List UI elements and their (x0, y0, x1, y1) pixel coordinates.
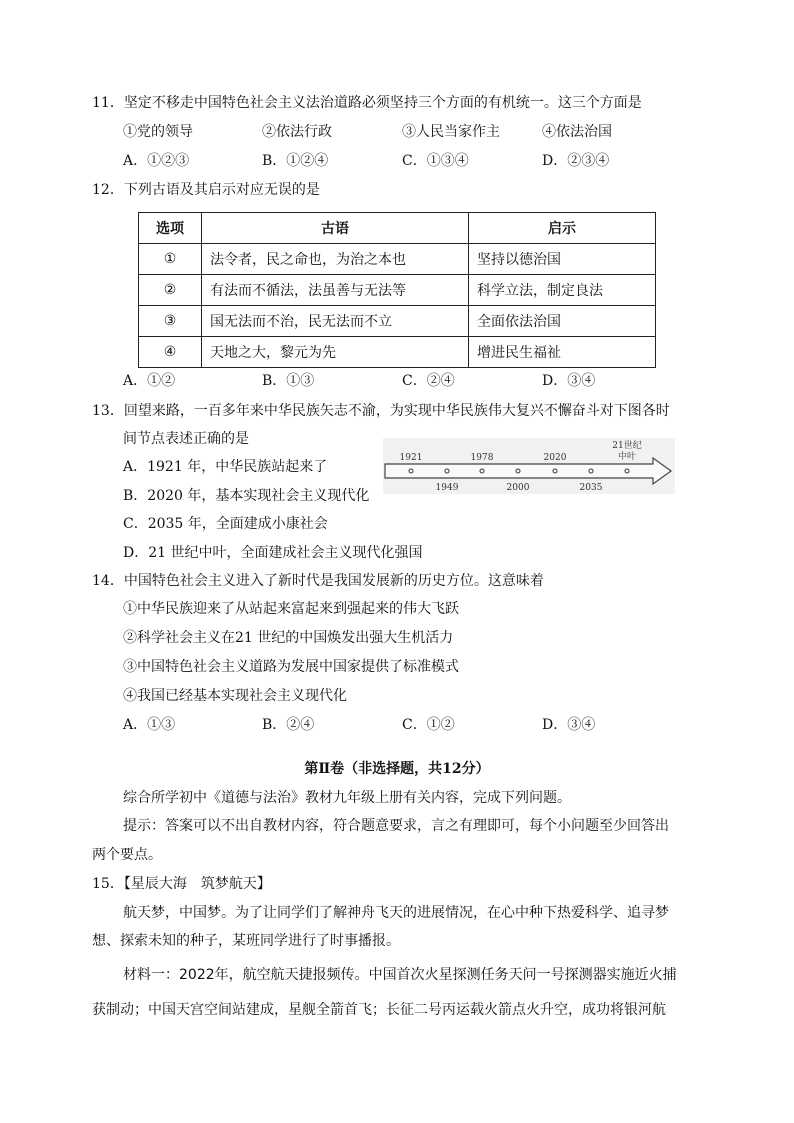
q15-material-line2: 获制动；中国天宫空间站建成，星舰全箭首飞；长征二号丙运载火箭点火升空，成功将银河航 (92, 1002, 666, 1018)
q12-option-d: D．③④ (542, 373, 596, 389)
timeline-label-2035: 2035 (579, 483, 603, 493)
q12-option-b: B．①③ (262, 373, 315, 389)
q11-option-b: B．①②④ (262, 153, 329, 169)
q11-item-3: ③人民当家作主 (402, 124, 500, 140)
table-row (139, 337, 656, 368)
table-cell-option: ① (139, 244, 202, 275)
timeline-label-21c: 21世纪 (612, 441, 642, 451)
section2-tip-line1: 提示：答案可以不出自教材内容，符合题意要求，言之有理即可，每个小问题至少回答出 (123, 818, 669, 834)
section2-intro: 综合所学初中《道德与法治》教材九年级上册有关内容，完成下列问题。 (123, 790, 571, 806)
q14-item-1: ①中华民族迎来了从站起来富起来到强起来的伟大飞跃 (123, 601, 459, 617)
q13-option-b: B．2020 年，基本实现社会主义现代化 (123, 488, 370, 504)
q13-option-c: C．2035 年，全面建成小康社会 (123, 516, 328, 532)
q14-option-c: C．①② (402, 717, 455, 733)
q14-item-2: ②科学社会主义在21 世纪的中国焕发出强大生机活力 (123, 630, 454, 646)
q15-para-line2: 想、探索未知的种子，某班同学进行了时事播报。 (92, 933, 400, 949)
q13-stem-line1: 13．回望来路，一百多年来中华民族矢志不渝，为实现中华民族伟大复兴不懈奋斗对下图各时 (92, 403, 670, 419)
table-header-option: 选项 (139, 213, 202, 244)
table-cell-insight: 科学立法，制定良法 (469, 275, 656, 306)
q14-item-4: ④我国已经基本实现社会主义现代化 (123, 688, 347, 704)
table-cell-insight: 坚持以德治国 (469, 244, 656, 275)
timeline-label-2000: 2000 (506, 483, 530, 493)
timeline-label-1978: 1978 (470, 453, 494, 463)
q11-option-d: D．②③④ (542, 153, 610, 169)
q14-stem: 14．中国特色社会主义进入了新时代是我国发展新的历史方位。这意味着 (92, 573, 544, 589)
table-header-insight: 启示 (469, 213, 656, 244)
table-cell-insight: 全面依法治国 (469, 306, 656, 337)
section2-tip-line2: 两个要点。 (92, 847, 162, 863)
table-cell-option: ④ (139, 337, 202, 368)
q14-option-b: B．②④ (262, 717, 315, 733)
timeline-label-midcentury: 中叶 (617, 452, 637, 462)
table-cell-saying: 有法而不循法，法虽善与无法等 (202, 275, 469, 306)
table-row (139, 275, 656, 306)
table-cell-option: ③ (139, 306, 202, 337)
q12-option-a: A．①② (123, 373, 176, 389)
q14-option-d: D．③④ (542, 717, 596, 733)
section2-title: 第Ⅱ卷（非选择题，共12分） (304, 761, 490, 777)
q13-option-d: D．21 世纪中叶，全面建成社会主义现代化强国 (123, 545, 423, 561)
q11-item-1: ①党的领导 (123, 124, 193, 140)
table-cell-saying: 国无法而不治，民无法而不立 (202, 306, 469, 337)
table-row (139, 244, 656, 275)
q11-item-2: ②依法行政 (262, 124, 332, 140)
q15-material-line1: 材料一：2022年，航空航天捷报频传。中国首次火星探测任务天问一号探测器实施近火捕 (123, 967, 677, 983)
timeline-label-1921: 1921 (399, 453, 423, 463)
q12-stem: 12．下列古语及其启示对应无误的是 (92, 182, 320, 198)
timeline-label-1949: 1949 (435, 483, 459, 493)
q15-title: 15．【星辰大海 筑梦航天】 (92, 876, 271, 892)
table-cell-saying: 天地之大，黎元为先 (202, 337, 469, 368)
table-header-saying: 古语 (202, 213, 469, 244)
table-row (139, 306, 656, 337)
table-cell-saying: 法令者，民之命也，为治之本也 (202, 244, 469, 275)
timeline-label-2020: 2020 (543, 453, 567, 463)
q14-option-a: A．①③ (123, 717, 176, 733)
q11-option-a: A．①②③ (123, 153, 190, 169)
q11-item-4: ④依法治国 (542, 124, 612, 140)
q15-para-line1: 航天梦，中国梦。为了让同学们了解神舟飞天的进展情况，在心中种下热爱科学、追寻梦 (123, 905, 669, 921)
q13-timeline-figure (383, 438, 675, 494)
q14-item-3: ③中国特色社会主义道路为发展中国家提供了标准模式 (123, 659, 459, 675)
table-cell-insight: 增进民生福祉 (469, 337, 656, 368)
q12-table (138, 212, 656, 368)
q11-option-c: C．①③④ (402, 153, 469, 169)
table-cell-option: ② (139, 275, 202, 306)
table-header-row (139, 213, 656, 244)
q12-option-c: C．②④ (402, 373, 455, 389)
q13-stem-line2: 间节点表述正确的是 (123, 431, 249, 447)
q13-option-a: A．1921 年，中华民族站起来了 (123, 459, 328, 475)
q11-stem: 11．坚定不移走中国特色社会主义法治道路必须坚持三个方面的有机统一。这三个方面是 (92, 95, 642, 111)
